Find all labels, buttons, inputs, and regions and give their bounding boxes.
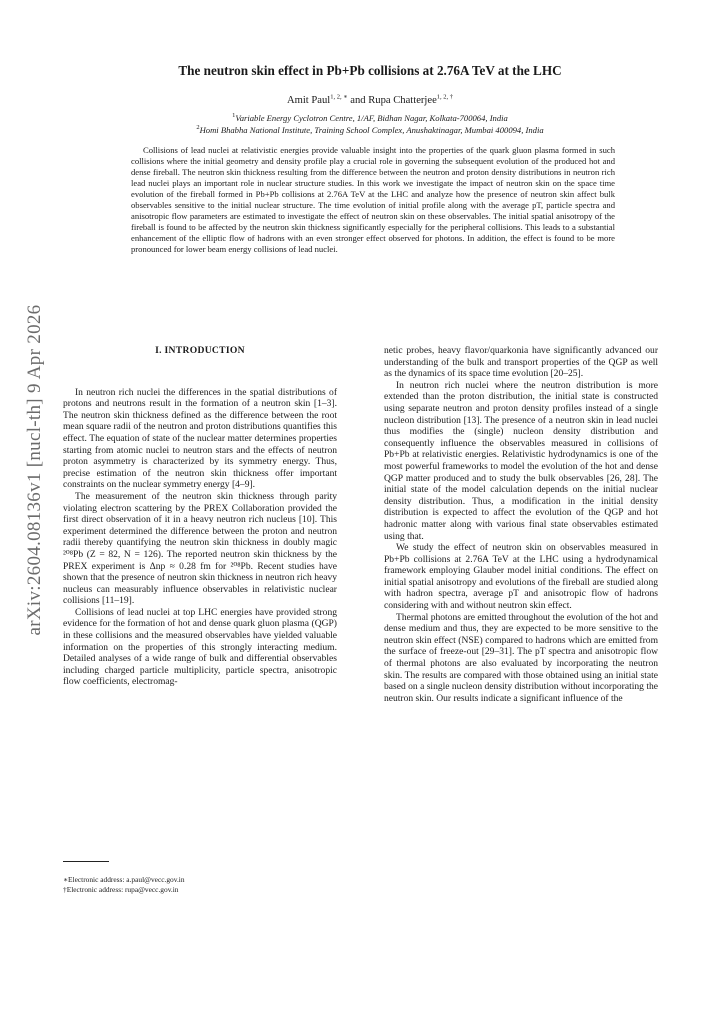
paragraph: In neutron rich nuclei the differences in the spatial distributions of protons and neutrons result in the formation of a neutron skin [1–3]. The neutron skin thickness defined as the difference between the root mean square radii of the neutron and proton distributions quantifies this effect. The equation of state of the nuclear matter determines properties starting from atomic nuclei to neutron stars and the effects of neutron proton asymmetry is characterized by its symmetry energy. Thus, precise estimation of the neutron skin thickness offer important constraints on the nuclear symmetry energy [4–9]. [63,386,337,491]
footnote: ∗Electronic address: a.paul@vecc.gov.in [63,875,185,884]
paragraph: Collisions of lead nuclei at top LHC energies have provided strong evidence for the formation of hot and dense quark gluon plasma (QGP) in these collisions and the measured observables have yielded valuable information on the properties of this strongly interacting medium. Detailed analyses of a wide range of bulk and differential observables including charged particle multiplicity, particle spectra, anisotropic flow coefficients, electromag- [63,606,337,688]
author-affiliation-mark: 1, 2, † [436,93,454,101]
right-column [384,345,658,704]
paper-title: The neutron skin effect in Pb+Pb collisions at 2.76A TeV at the LHC [178,63,562,78]
arxiv-identifier: arXiv:2604.08136v1 [nucl-th] 9 Apr 2026 [24,304,45,636]
paragraph: The measurement of the neutron skin thickness through parity violating electron scattering by the PREX Collaboration provided the first direct observation of it in a heavy neutron rich nucleus [10]. This experiment determined the difference between the proton and neutron radii thereby quantifying the neutron skin thickness in doubly magic ²⁰⁸Pb (Z = 82, N = 126). The reported neutron skin thickness by the PREX experiment is Δnp ≈ 0.28 fm for ²⁰⁸Pb. Recent studies have shown that the presence of neutron skin thickness in neutron rich heavy nucleus can measurably influence observables in relativistic nuclear collisions [11–19]. [63,490,337,607]
affiliation-mark: 1 [232,112,236,120]
author-name: Amit Paul [286,95,331,106]
affiliation [80,125,660,135]
paragraph: Thermal photons are emitted throughout the evolution of the hot and dense medium and thus, they are expected to be more sensitive to the neutron skin effect (NSE) compared to hadrons which are emitted from the surface of freeze-out [29–31]. The pT spectra and anisotropic flow of thermal photons are also evaluated by incorporating the neutron skin. The results are compared with those obtained using an initial state based on a single nucleon density distribution without incorporating the neutron skin. Our results indicate a significant influence of the [384,611,658,704]
affiliation-mark: 2 [196,124,200,132]
author-separator: and [347,95,369,106]
footnote: †Electronic address: rupa@vecc.gov.in [63,885,179,894]
author-list [80,95,660,106]
abstract: Collisions of lead nuclei at relativistic energies provide valuable insight into the properties of the quark gluon plasma formed in such collisions where the initial geometry and density profile play a crucial role in governing the subsequent evolution of the produced hot and dense fireball. The neutron skin thickness resulting from the difference between the neutron and proton density distributions in neutron rich lead nuclei plays an important role in nuclear structure studies. In this work we investigate the impact of neutron skin on the space time evolution of the fireball formed in Pb+Pb collisions at 2.76A TeV at the LHC and analyze how the presence of neutron skin affect bulk observables sensitive to the initial nuclear structure. The time evolution of initial profile along with the average pT, particle spectra and anisotropic flow parameters are estimated to investigate the effect of neutron skin on these observables. The initial spatial anisotropy of the fireball is found to be affected by the neutron skin thickness significantly especially for the peripheral collisions. This leads to a substantial enhancement of the elliptic flow of hadrons with an even stronger effect observed for photons. In addition, the effect is found to be more pronounced for lower beam energy collisions of lead nuclei. [131,145,615,254]
paragraph: In neutron rich nuclei where the neutron distribution is more extended than the proton distribution, the initial state is constructed using separate neutron and proton density profiles instead of a single nucleon distribution [13]. The presence of a neutron skin in lead nuclei thus modifies the (single) nucleon density distribution and consequently influence the observables measured in collisions of Pb+Pb at relativistic energies. Relativistic hydrodynamics is one of the most powerful frameworks to model the evolution of the hot and dense QGP matter produced and to study the bulk observables [26, 28]. The initial state of the model calculation depends on the initial nuclear density distribution. Thus, a modification in the initial density distribution is expected to affect the evolution of the QGP and hot hadronic matter along with various final state observables estimated using that. [384,379,658,542]
affiliation-text: Variable Energy Cyclotron Centre, 1/AF, Bidhan Nagar, Kolkata-700064, India [235,113,508,123]
affiliation [80,113,660,123]
affiliation-text: Homi Bhabha National Institute, Training School Complex, Anushaktinagar, Mumbai 400094, India [199,125,544,135]
author-affiliation-mark: 1, 2, ∗ [330,93,348,101]
left-column [63,345,337,688]
section-heading: I. INTRODUCTION [155,345,245,356]
footnote-rule [63,861,109,862]
paragraph: We study the effect of neutron skin on observables measured in Pb+Pb collisions at 2.76A TeV at the LHC using a hydrodynamical framework employing Glauber model initial conditions. The effect on initial spatial anisotropy and evolutions of the fireball are studied along with hadron spectra, average pT and anisotropic flow of hadrons considering with and without neutron skin effect. [384,542,658,612]
author-name: Rupa Chatterjee [368,95,437,106]
paragraph: netic probes, heavy flavor/quarkonia have significantly advanced our understanding of the bulk and transport properties of the QGP as well as the dynamics of its space time evolution [20–25]. [384,345,658,380]
